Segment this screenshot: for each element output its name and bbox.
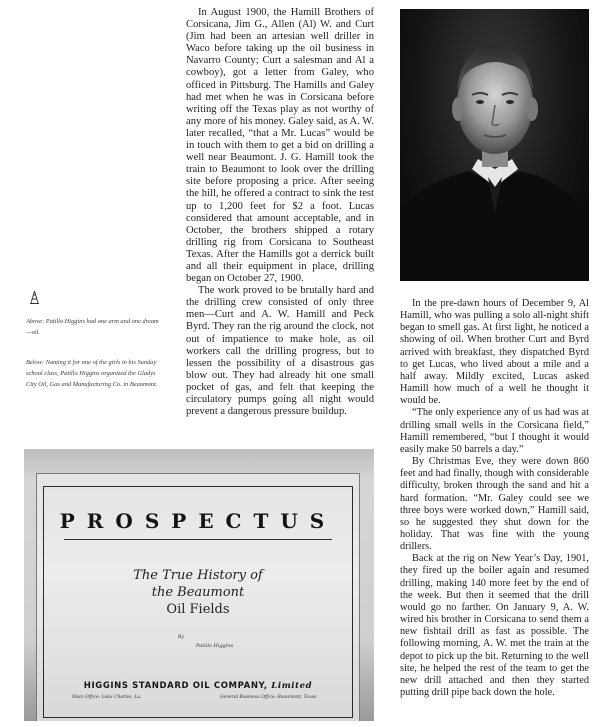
- paragraph: In the pre-dawn hours of December 9, Al Hamill, who was pulling a solo all-night shift began to smell gas. At first light, he noticed a showing of oil. When brother Curt and Byrd arrived with breakfast, they dispatched Byrd to get Lucas, who lived about a mile and a half away. Mildly excited, Lucas asked Hamill how much of a well he thought it would be.: [400, 298, 589, 407]
- portrait-illustration: [400, 9, 589, 281]
- oil-derrick-icon: [30, 291, 39, 304]
- subtitle-line: The True History of: [133, 568, 263, 583]
- byline: By: [178, 635, 184, 640]
- paragraph: In August 1900, the Hamill Brothers of Corsicana, Jim G., Allen (Al) W. and Curt (Jim had been an artesian well driller in Waco before taking up the oil business in Navarro County; Curt a salesman and Al a cowboy), got a letter from Galey, who officed in Pittsburg. The Hamills and Galey had met when he was in Corsicana before writing off the Texas play as not worthy of any more of his money. Galey said, as A. W. later recalled, “that a Mr. Lucas” would be in touch with them to get a bid on drilling a well near Beaumont. J. G. Hamill took the train to Beaumont to look over the drilling site before proposing a price. After seeing the hill, he offered a contract to sink the test up to 1,200 feet for $2 a foot. Lucas considered that amount acceptable, and in October, the brothers shipped a rotary drilling rig from Corsicana to Southeast Texas. After the Hamills got a derrick built and all their equipment in place, drilling began on October 27, 1900.: [186, 7, 374, 285]
- company-name: [44, 681, 352, 691]
- author-name: Patillo Higgins: [196, 643, 234, 649]
- prospectus-border: [43, 486, 353, 718]
- title-rule: [64, 539, 332, 540]
- paragraph: “The only experience any of us had was at drilling small wells in the Corsicana field,” Hamill remembered, “but I thought it would easily make 50 barrels a day.”: [400, 407, 589, 455]
- subtitle-line: the Beaumont: [151, 585, 245, 600]
- subtitle-line: Oil Fields: [166, 602, 230, 617]
- prospectus-cover: [36, 473, 360, 721]
- caption-below: Below: Naming it for one of the girls in his Sunday school class, Patillo Higgins organized the Gladys City Oil, Gas and Manufacturing Co. in Beaumont.: [26, 359, 158, 388]
- company-name-text: HIGGINS STANDARD OIL COMPANY,: [83, 681, 268, 691]
- prospectus-title: PROSPECTUS: [59, 509, 337, 533]
- prospectus-photo: [24, 449, 374, 721]
- paragraph: Back at the rig on New Year’s Day, 1901, they fired up the boiler again and resumed drilling, making 140 more feet by the end of the week. But then it seemed that the drill would go no farther. On January 9, A. W. wired his brother in Corsicana to send them a new fishtail drill as fast as possible. The following morning, A. W. met the train at the depot to pick up the bit. Returning to the well site, he helped the rest of the team to get the new drill attached and then they started putting drill pipe back down the hole.: [400, 553, 589, 698]
- general-office: General Business Office: Beaumont, Texas: [220, 695, 317, 700]
- paragraph: The work proved to be brutally hard and the drilling crew consisted of only three men—Curt and A. W. Hamill and Peck Byrd. They ran the rig around the clock, not out of impatience to make hole, as oil workers call the drilling progress, but to lessen the possibility of a disastrous gas blow out. They had already hit one small pocket of gas, and felt that keeping the circulatory pumps going all night would prevent a dangerous pressure buildup.: [186, 285, 374, 418]
- caption-above: Above: Patillo Higgins had one arm and one dream—oil.: [26, 318, 159, 336]
- patillo-higgins-portrait: [400, 9, 589, 281]
- prospectus-subtitle: [44, 567, 352, 618]
- main-office: Main Office: Lake Charles, La.: [72, 695, 142, 700]
- article-column-middle: [186, 7, 374, 418]
- paragraph: By Christmas Eve, they were down 860 feet and had finally, though with considerable difficulty, broken through the sand and hit a hard formation. “Mr. Galey could see we three boys were worked down,” Hamill said, so he suggested they shut down for the holiday. That was fine with the young drillers.: [400, 456, 589, 553]
- company-suffix: Limited: [271, 681, 313, 691]
- article-column-right: [400, 298, 589, 699]
